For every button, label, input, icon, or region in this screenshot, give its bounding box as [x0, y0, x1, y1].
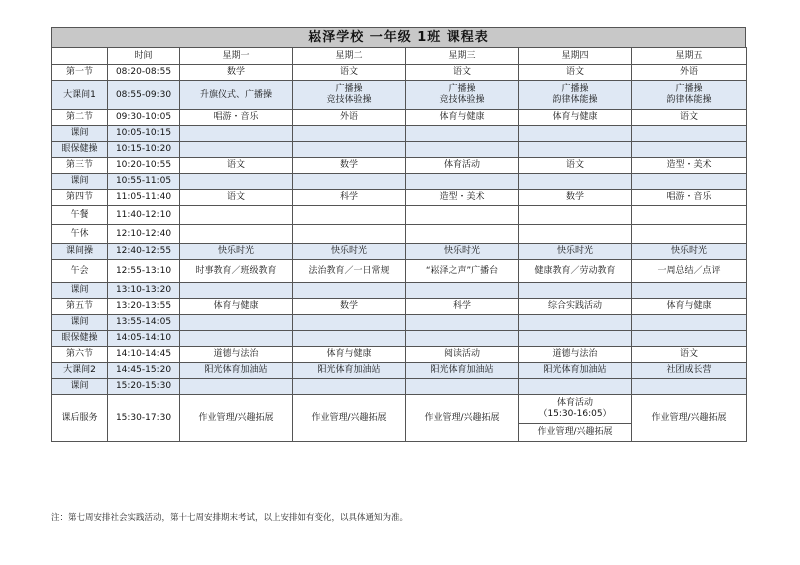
header-day: 星期二 [293, 48, 406, 65]
class-cell [293, 283, 406, 299]
class-cell: 阅读活动 [406, 347, 519, 363]
class-cell: 语文 [406, 65, 519, 81]
class-cell: 快乐时光 [632, 244, 747, 260]
class-cell: 时事教育／班级教育 [180, 260, 293, 283]
class-cell: 社团成长营 [632, 363, 747, 379]
schedule-row [52, 126, 747, 142]
header-blank [52, 48, 108, 65]
class-cell [180, 331, 293, 347]
class-cell [519, 126, 632, 142]
class-cell: 造型・美术 [406, 190, 519, 206]
class-cell [180, 142, 293, 158]
class-cell [632, 225, 747, 244]
period-time: 14:05-14:10 [108, 331, 180, 347]
period-time: 10:20-10:55 [108, 158, 180, 174]
class-cell [293, 174, 406, 190]
class-cell [180, 225, 293, 244]
class-cell: 阳光体育加油站 [406, 363, 519, 379]
class-cell: 语文 [632, 110, 747, 126]
class-cell [406, 174, 519, 190]
period-time: 13:55-14:05 [108, 315, 180, 331]
period-label: 第六节 [52, 347, 108, 363]
header-day: 星期五 [632, 48, 747, 65]
period-label: 午休 [52, 225, 108, 244]
period-label: 第三节 [52, 158, 108, 174]
class-cell: “崧泽之声”广播台 [406, 260, 519, 283]
class-cell: 广播操 韵律体能操 [519, 81, 632, 110]
class-cell: 法治教育／一日常规 [293, 260, 406, 283]
class-cell: 广播操 竞技体验操 [293, 81, 406, 110]
class-cell: 体育与健康 [632, 299, 747, 315]
period-time: 08:20-08:55 [108, 65, 180, 81]
class-cell: 快乐时光 [293, 244, 406, 260]
schedule-row [52, 347, 747, 363]
class-cell: 数学 [293, 299, 406, 315]
footnote: 注：第七周安排社会实践活动，第十七周安排期末考试，以上安排如有变化，以具体通知为准。 [51, 513, 409, 523]
class-cell: 体育与健康 [406, 110, 519, 126]
class-cell: 快乐时光 [519, 244, 632, 260]
schedule-row [52, 206, 747, 225]
class-cell [632, 315, 747, 331]
period-time: 13:20-13:55 [108, 299, 180, 315]
class-cell [406, 283, 519, 299]
period-label: 眼保健操 [52, 331, 108, 347]
schedule-row [52, 81, 747, 110]
schedule-row [52, 244, 747, 260]
class-cell [519, 379, 632, 395]
class-cell: 语文 [293, 65, 406, 81]
class-cell [293, 225, 406, 244]
class-cell [293, 331, 406, 347]
class-cell: 唱游・音乐 [180, 110, 293, 126]
schedule-row [52, 174, 747, 190]
schedule-row [52, 315, 747, 331]
period-time: 13:10-13:20 [108, 283, 180, 299]
period-label: 眼保健操 [52, 142, 108, 158]
period-time: 14:45-15:20 [108, 363, 180, 379]
class-cell [519, 283, 632, 299]
class-cell: 健康教育／劳动教育 [519, 260, 632, 283]
class-cell: 外语 [632, 65, 747, 81]
period-label: 第五节 [52, 299, 108, 315]
class-cell [406, 379, 519, 395]
class-cell: 道德与法治 [180, 347, 293, 363]
class-cell: 体育与健康 [180, 299, 293, 315]
class-cell [632, 206, 747, 225]
schedule-row [52, 283, 747, 299]
class-cell [519, 142, 632, 158]
period-time: 10:55-11:05 [108, 174, 180, 190]
class-cell: 快乐时光 [406, 244, 519, 260]
period-label: 午餐 [52, 206, 108, 225]
period-label: 第一节 [52, 65, 108, 81]
class-cell: 语文 [519, 65, 632, 81]
class-cell: 阳光体育加油站 [293, 363, 406, 379]
period-label: 课间 [52, 379, 108, 395]
header-day: 星期四 [519, 48, 632, 65]
schedule-row [52, 158, 747, 174]
period-time: 14:10-14:45 [108, 347, 180, 363]
period-time: 15:20-15:30 [108, 379, 180, 395]
class-cell: 体育与健康 [519, 110, 632, 126]
class-cell [180, 283, 293, 299]
class-cell [180, 315, 293, 331]
period-label: 课间 [52, 315, 108, 331]
class-cell: 升旗仪式、广播操 [180, 81, 293, 110]
class-cell: 科学 [293, 190, 406, 206]
class-cell: 作业管理/兴趣拓展 [293, 395, 406, 442]
class-cell: 科学 [406, 299, 519, 315]
class-cell [632, 379, 747, 395]
class-cell: 造型・美术 [632, 158, 747, 174]
class-cell [632, 126, 747, 142]
class-cell: 数学 [180, 65, 293, 81]
schedule-row [52, 65, 747, 81]
class-cell [180, 206, 293, 225]
class-cell: 外语 [293, 110, 406, 126]
class-cell [406, 331, 519, 347]
class-cell: 快乐时光 [180, 244, 293, 260]
period-time: 09:30-10:05 [108, 110, 180, 126]
schedule-row [52, 331, 747, 347]
class-cell [180, 126, 293, 142]
class-cell [293, 142, 406, 158]
class-cell: 数学 [293, 158, 406, 174]
period-time: 08:55-09:30 [108, 81, 180, 110]
class-cell-bottom: 作业管理/兴趣拓展 [519, 424, 632, 442]
period-time: 10:15-10:20 [108, 142, 180, 158]
class-cell: 语文 [632, 347, 747, 363]
class-cell [406, 225, 519, 244]
class-cell: 体育活动 [406, 158, 519, 174]
period-label: 大课间2 [52, 363, 108, 379]
schedule-row [52, 190, 747, 206]
class-cell [632, 142, 747, 158]
class-cell [632, 283, 747, 299]
class-cell: 道德与法治 [519, 347, 632, 363]
period-label: 课间操 [52, 244, 108, 260]
schedule-row [52, 225, 747, 244]
period-label: 课后服务 [52, 395, 108, 442]
class-cell [406, 206, 519, 225]
header-day: 星期一 [180, 48, 293, 65]
class-cell-top: 体育活动 （15:30-16:05） [519, 395, 632, 424]
class-cell: 数学 [519, 190, 632, 206]
period-time: 12:40-12:55 [108, 244, 180, 260]
class-cell [519, 206, 632, 225]
class-cell [406, 315, 519, 331]
schedule-row [52, 142, 747, 158]
period-time: 11:40-12:10 [108, 206, 180, 225]
class-cell [519, 315, 632, 331]
class-cell: 一周总结／点评 [632, 260, 747, 283]
class-cell [519, 174, 632, 190]
class-cell [293, 379, 406, 395]
period-label: 课间 [52, 126, 108, 142]
after-school-row [52, 395, 747, 424]
class-cell [293, 126, 406, 142]
class-cell: 语文 [519, 158, 632, 174]
class-cell: 综合实践活动 [519, 299, 632, 315]
class-cell: 语文 [180, 158, 293, 174]
period-label: 课间 [52, 174, 108, 190]
class-cell [519, 331, 632, 347]
class-cell [180, 174, 293, 190]
class-cell: 阳光体育加油站 [519, 363, 632, 379]
class-cell: 作业管理/兴趣拓展 [632, 395, 747, 442]
period-label: 第二节 [52, 110, 108, 126]
period-time: 12:10-12:40 [108, 225, 180, 244]
schedule-row [52, 110, 747, 126]
class-cell [632, 331, 747, 347]
schedule-row [52, 299, 747, 315]
class-cell [519, 225, 632, 244]
schedule-row [52, 260, 747, 283]
class-cell [293, 206, 406, 225]
header-day: 星期三 [406, 48, 519, 65]
period-time: 10:05-10:15 [108, 126, 180, 142]
class-cell [406, 126, 519, 142]
timetable-title: 崧泽学校 一年级 1班 课程表 [51, 27, 746, 47]
class-cell [180, 379, 293, 395]
class-cell [632, 174, 747, 190]
class-cell: 作业管理/兴趣拓展 [406, 395, 519, 442]
class-cell: 语文 [180, 190, 293, 206]
period-time: 11:05-11:40 [108, 190, 180, 206]
timetable [51, 47, 747, 442]
header-time: 时间 [108, 48, 180, 65]
class-cell: 广播操 韵律体能操 [632, 81, 747, 110]
header-row [52, 48, 747, 65]
period-label: 大课间1 [52, 81, 108, 110]
class-cell [406, 142, 519, 158]
class-cell: 作业管理/兴趣拓展 [180, 395, 293, 442]
schedule-row [52, 363, 747, 379]
period-label: 第四节 [52, 190, 108, 206]
period-time: 12:55-13:10 [108, 260, 180, 283]
timetable-sheet [51, 27, 746, 442]
class-cell: 唱游・音乐 [632, 190, 747, 206]
class-cell: 阳光体育加油站 [180, 363, 293, 379]
class-cell [293, 315, 406, 331]
schedule-row [52, 379, 747, 395]
class-cell: 体育与健康 [293, 347, 406, 363]
period-time: 15:30-17:30 [108, 395, 180, 442]
class-cell: 广播操 竞技体验操 [406, 81, 519, 110]
period-label: 课间 [52, 283, 108, 299]
period-label: 午会 [52, 260, 108, 283]
